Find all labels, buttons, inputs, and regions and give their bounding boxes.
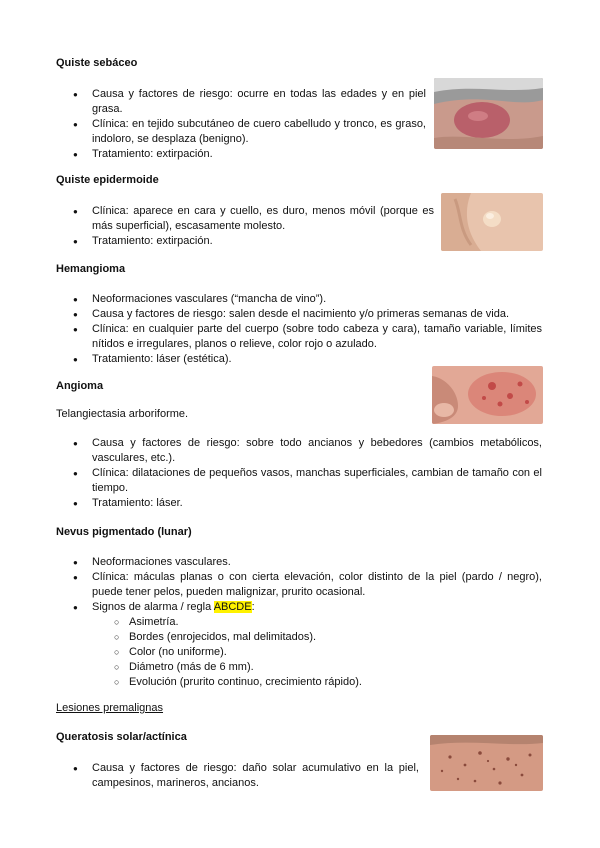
sub-list-item: ○ Diámetro (más de 6 mm). xyxy=(92,660,542,675)
alarm-prefix: Signos de alarma / regla xyxy=(92,601,214,613)
sub-list-item: ○ Asimetría. xyxy=(92,615,542,630)
lesiones-premalignas-heading: Lesiones premalignas xyxy=(56,702,164,714)
angioma-intro: Telangiectasia arboriforme. xyxy=(56,408,189,420)
list-item: ● Causa y factores de riesgo: sobre todo ancianos y bebedores (cambios metabólicos, vasculares, etc.). xyxy=(56,436,542,466)
sub-list-item: ○ Evolución (prurito continuo, crecimiento rápido). xyxy=(92,675,542,690)
list-item: ● Tratamiento: láser. xyxy=(56,496,542,511)
section-title-angioma: Angioma xyxy=(56,380,104,392)
list-item-alarm xyxy=(56,600,542,690)
bullet-list-nevus xyxy=(56,555,542,690)
section-title-queratosis: Queratosis solar/actínica xyxy=(56,731,187,743)
sebaceous-cyst-photo xyxy=(434,78,543,149)
list-item: ● Causa y factores de riesgo: daño solar acumulativo en la piel, campesinos, marineros, ancianos. xyxy=(56,761,419,791)
list-item: ● Tratamiento: láser (estética). xyxy=(56,352,542,367)
list-item: ● Tratamiento: extirpación. xyxy=(56,234,434,249)
bullet-list-angioma xyxy=(56,436,542,511)
list-item: ● Clínica: en tejido subcutáneo de cuero cabelludo y tronco, es graso, indoloro, se desplaza (benigno). xyxy=(56,117,426,147)
list-item: ● Neoformaciones vasculares. xyxy=(56,555,542,570)
list-item: ● Causa y factores de riesgo: ocurre en todas las edades y en piel grasa. xyxy=(56,87,426,117)
list-item: ● Clínica: dilataciones de pequeños vasos, manchas superficiales, cambian de tamaño con el tiempo. xyxy=(56,466,542,496)
list-item: ● Clínica: en cualquier parte del cuerpo (sobre todo cabeza y cara), tamaño variable, límites nítidos e irregulares, planos o relieve, color rojo o azulado. xyxy=(56,322,542,352)
bullet-list-queratosis xyxy=(56,761,419,791)
epidermoid-cyst-photo xyxy=(441,193,543,251)
bullet-list-hemangioma xyxy=(56,292,542,367)
actinic-keratosis-photo xyxy=(430,735,543,791)
list-item: ● Clínica: máculas planas o con cierta elevación, color distinto de la piel (pardo / negro), puede tener pelos, pueden malignizar, prurito ocasional. xyxy=(56,570,542,600)
abcde-highlight: ABCDE xyxy=(213,601,252,613)
section-title-quiste-sebaceo: Quiste sebáceo xyxy=(56,57,138,69)
sub-list-item: ○ Bordes (enrojecidos, mal delimitados). xyxy=(92,630,542,645)
list-item: ● Tratamiento: extirpación. xyxy=(56,147,426,162)
section-title-quiste-epidermoide: Quiste epidermoide xyxy=(56,174,159,186)
alarm-suffix: : xyxy=(251,601,255,613)
list-item: ● Causa y factores de riesgo: salen desde el nacimiento y/o primeras semanas de vida. xyxy=(56,307,542,322)
sub-list-item: ○ Color (no uniforme). xyxy=(92,645,542,660)
angioma-photo xyxy=(432,366,543,424)
bullet-list-quiste-sebaceo xyxy=(56,87,426,162)
list-item: ● Neoformaciones vasculares (“mancha de vino”). xyxy=(56,292,542,307)
section-title-nevus: Nevus pigmentado (lunar) xyxy=(56,526,192,538)
bullet-list-quiste-epidermoide xyxy=(56,204,434,249)
section-title-hemangioma: Hemangioma xyxy=(56,263,126,275)
list-item: ● Clínica: aparece en cara y cuello, es duro, menos móvil (porque es más superficial), escasamente molesto. xyxy=(56,204,434,234)
abcde-sub-list xyxy=(92,615,542,690)
